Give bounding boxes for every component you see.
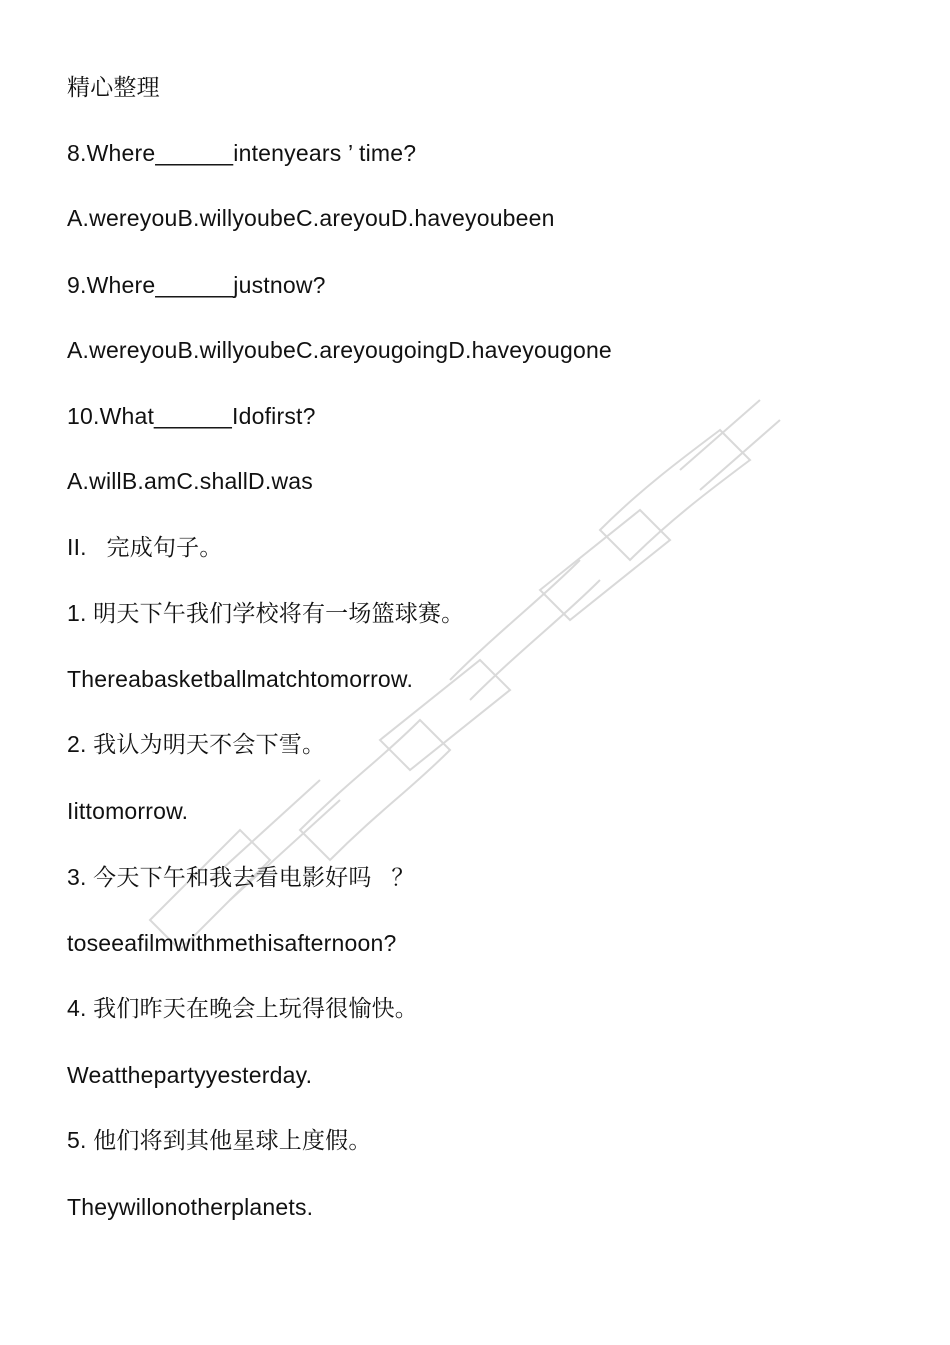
sentence-3-chinese: 3. 今天下午和我去看电影好吗 ？ <box>67 864 415 890</box>
question-10-stem: 10.What______Idofirst? <box>67 403 316 429</box>
question-9-stem: 9.Where______justnow? <box>67 272 326 298</box>
sentence-2-english: Iittomorrow. <box>67 798 189 824</box>
sentence-5-english: Theywillonotherplanets. <box>67 1194 314 1220</box>
sentence-1-english: Thereabasketballmatchtomorrow. <box>67 666 414 692</box>
question-10-options: A.willB.amC.shallD.was <box>67 468 313 494</box>
sentence-3-english: toseeafilmwithmethisafternoon? <box>67 930 397 956</box>
sentence-1-chinese: 1. 明天下午我们学校将有一场篮球赛。 <box>67 600 465 626</box>
sentence-2-chinese: 2. 我认为明天不会下雪。 <box>67 731 326 757</box>
sentence-5-chinese: 5. 他们将到其他星球上度假。 <box>67 1127 372 1153</box>
question-8-stem: 8.Where______intenyears ’ time? <box>67 140 417 166</box>
page-header-title: 精心整理 <box>67 74 160 100</box>
question-9-options: A.wereyouB.willyoubeC.areyougoingD.haveyougone <box>67 337 612 363</box>
question-8-options: A.wereyouB.willyoubeC.areyouD.haveyoubeen <box>67 205 555 231</box>
section-heading: II. 完成句子。 <box>67 534 223 560</box>
sentence-4-english: Weatthepartyyesterday. <box>67 1062 313 1088</box>
sentence-4-chinese: 4. 我们昨天在晚会上玩得很愉快。 <box>67 995 418 1021</box>
